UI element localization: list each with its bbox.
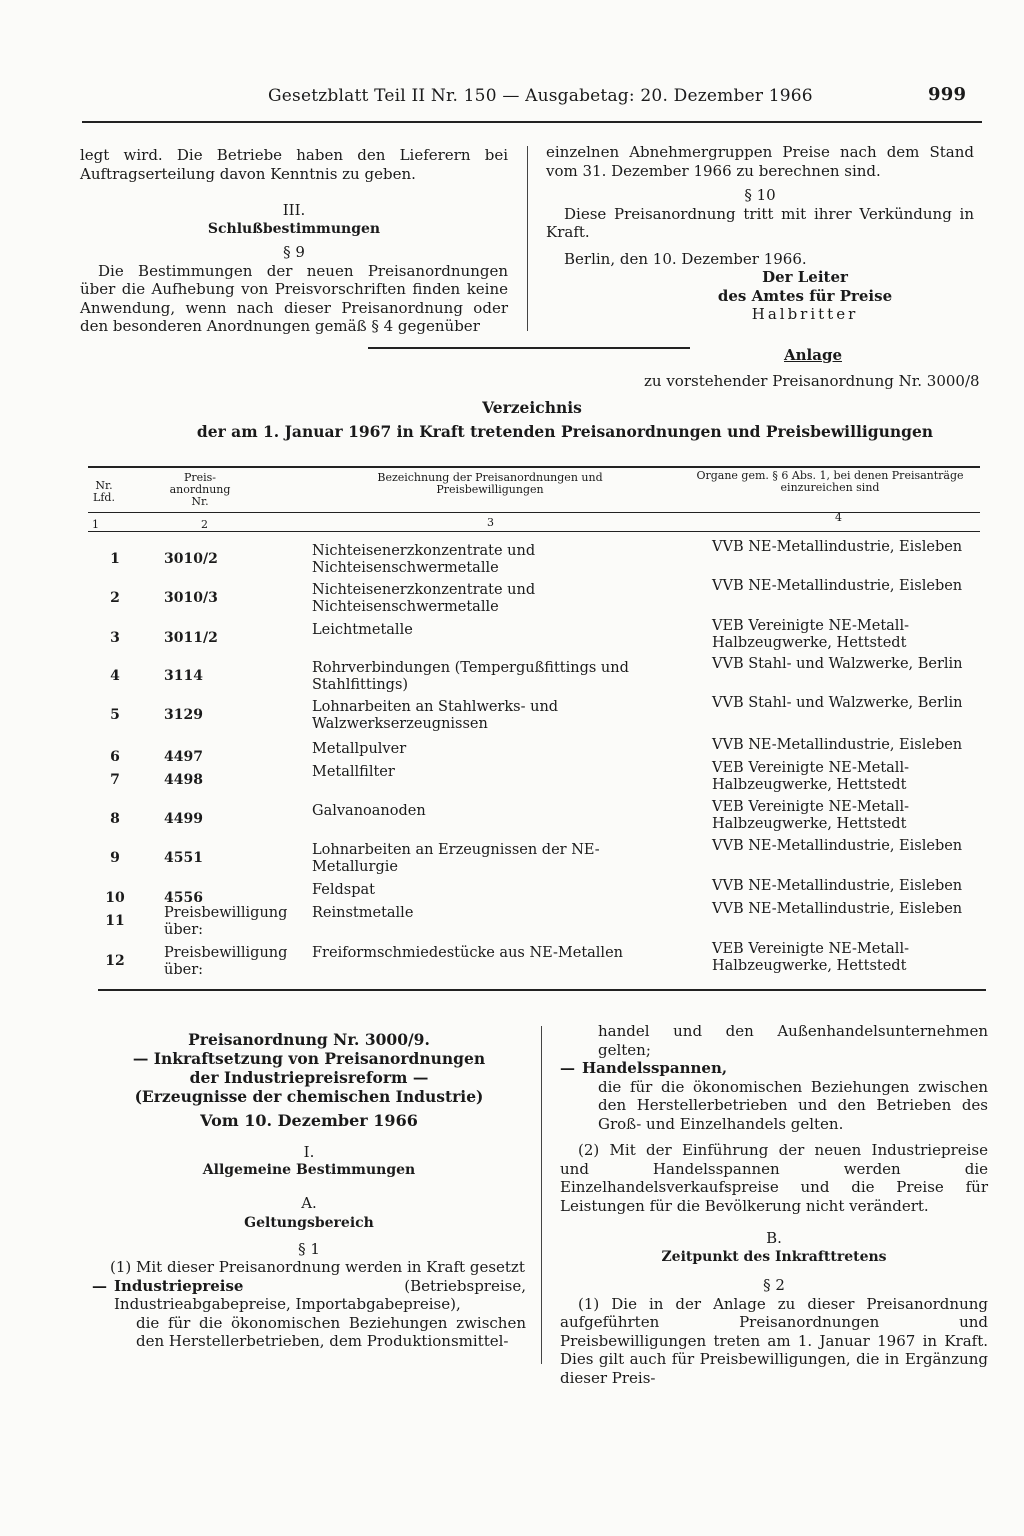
- column-divider: [541, 1026, 542, 1364]
- row-description: Leichtmetalle: [312, 622, 413, 638]
- column-header-bezeichnung: Bezeichnung der Preisanordnungen und Preisbewilligungen: [377, 471, 603, 496]
- row-number: 2: [110, 590, 120, 606]
- row-organ: VVB NE-Metallindustrie, Eisleben: [712, 838, 963, 854]
- paragraph-label: § 2: [763, 1276, 785, 1294]
- continuation-text: legt wird. Die Betriebe haben den Lieferern bei Auftragserteilung davon Kenntnis zu geben.: [80, 146, 508, 183]
- row-preisanordnung: 4497: [164, 749, 203, 765]
- table-subheader-rule: [88, 531, 980, 532]
- section-title: Schlußbestimmungen: [207, 220, 381, 237]
- table-bottom-rule: [98, 989, 986, 991]
- ordinance-title: [92, 1030, 526, 1106]
- list-item: — Industriepreise (Betriebspreise, Industrieabgabepreise, Importabgabepreise),: [92, 1276, 526, 1313]
- paragraph-label: § 1: [298, 1239, 320, 1258]
- row-description: Galvanoanoden: [312, 803, 426, 819]
- subsection-letter: A.: [301, 1193, 317, 1212]
- row-preisanordnung: Preisbewilligung über:: [164, 905, 288, 938]
- annex-subtitle: der am 1. Januar 1967 in Kraft tretenden Preisanordnungen und Preisbewilligungen: [196, 422, 934, 441]
- paragraph-text: Die Bestimmungen der neuen Preisanordnungen über die Aufhebung von Preisvorschriften finden keine Anwendung, wenn nach dieser Preisanordnung oder den besonderen Anordnungen gemäß § 4 gegenüber: [80, 261, 508, 335]
- row-description: Reinstmetalle: [312, 905, 414, 921]
- bottom-left-column: [92, 1030, 526, 1351]
- paragraph-text: (1) Mit dieser Preisanordnung werden in Kraft gesetzt: [110, 1258, 525, 1276]
- column-header-nr: Nr. Lfd.: [93, 479, 115, 504]
- row-organ: VEB Vereinigte NE-Metall-Halbzeugwerke, Hettstedt: [712, 799, 909, 832]
- row-number: 9: [110, 850, 120, 866]
- row-number: 11: [105, 913, 125, 929]
- paragraph-label: § 10: [744, 186, 776, 204]
- signer-office: des Amtes für Preise: [717, 286, 893, 305]
- row-preisanordnung: 3010/2: [164, 551, 218, 567]
- list-term-detail: (Betriebspreise, Industrieabgabepreise, Importabgabepreise),: [114, 1276, 526, 1313]
- subsection-title: Zeitpunkt des Inkrafttretens: [661, 1248, 887, 1265]
- continuation-text: handel und den Außenhandelsunternehmen gelten;: [598, 1022, 988, 1059]
- column-header-preisanordnung: Preis-anordnung Nr.: [169, 471, 231, 508]
- list-item-continuation: die für die ökonomischen Beziehungen zwischen den Herstellerbetrieben und den Betrieben des Groß- und Einzelhandels gelten.: [598, 1077, 988, 1133]
- row-organ: VVB NE-Metallindustrie, Eisleben: [712, 539, 963, 555]
- row-description: Freiformschmiedestücke aus NE-Metallen: [312, 945, 623, 961]
- column-number: 3: [487, 516, 494, 529]
- ordinance-title-line: Preisanordnung Nr. 3000/9.: [188, 1030, 430, 1049]
- row-number: 4: [110, 668, 120, 684]
- paragraph-text: (2) Mit der Einführung der neuen Industriepreise und Handelsspannen werden die Einzelhandelsverkaufspreise und die Preise für Leistungen für die Bevölkerung nicht verändert.: [560, 1141, 988, 1215]
- section-rule: [368, 347, 690, 349]
- row-organ: VEB Vereinigte NE-Metall-Halbzeugwerke, Hettstedt: [712, 760, 909, 793]
- ordinance-title-line: der Industriepreisreform —: [189, 1068, 429, 1087]
- section-number: I.: [303, 1142, 315, 1161]
- annex-title: Verzeichnis: [482, 398, 582, 417]
- annex-reference: zu vorstehender Preisanordnung Nr. 3000/8: [644, 372, 980, 390]
- row-organ: VVB Stahl- und Walzwerke, Berlin: [712, 656, 963, 672]
- list-term: Handelsspannen,: [582, 1059, 728, 1077]
- column-number: 1: [92, 518, 99, 531]
- row-description: Metallfilter: [312, 764, 395, 780]
- row-organ: VEB Vereinigte NE-Metall-Halbzeugwerke, Hettstedt: [712, 618, 909, 651]
- signer-title: Der Leiter: [762, 268, 848, 286]
- row-preisanordnung: 3011/2: [164, 630, 218, 646]
- row-number: 7: [110, 772, 120, 788]
- list-item-continuation: die für die ökonomischen Beziehungen zwischen den Herstellerbetrieben, dem Produktionsmittel-: [136, 1313, 526, 1350]
- row-description: Lohnarbeiten an Stahlwerks- und Walzwerkserzeugnissen: [312, 699, 559, 732]
- list-item: — Handelsspannen,: [560, 1059, 728, 1077]
- column-number: 2: [201, 518, 208, 531]
- row-preisanordnung: 4498: [164, 772, 203, 788]
- row-description: Nichteisenerzkonzentrate und Nichteisenschwermetalle: [312, 543, 536, 576]
- row-organ: VEB Vereinigte NE-Metall-Halbzeugwerke, Hettstedt: [712, 941, 909, 974]
- top-right-column: [546, 143, 974, 324]
- row-number: 10: [105, 890, 125, 906]
- row-description: Feldspat: [312, 882, 375, 898]
- list-term: Industriepreise: [114, 1276, 244, 1295]
- column-divider: [527, 146, 528, 331]
- row-preisanordnung: 3010/3: [164, 590, 218, 606]
- place-date: Berlin, den 10. Dezember 1966.: [564, 249, 807, 268]
- ordinance-date: Vom 10. Dezember 1966: [200, 1111, 418, 1130]
- row-number: 5: [110, 707, 120, 723]
- annex-label: Anlage: [784, 346, 842, 364]
- column-number: 4: [835, 511, 842, 524]
- row-organ: VVB NE-Metallindustrie, Eisleben: [712, 578, 963, 594]
- row-description: Metallpulver: [312, 741, 407, 757]
- subsection-letter: B.: [766, 1229, 782, 1247]
- row-description: Nichteisenerzkonzentrate und Nichteisenschwermetalle: [312, 582, 536, 615]
- row-preisanordnung: 3114: [164, 668, 203, 684]
- table-top-rule: [88, 466, 980, 468]
- row-organ: VVB NE-Metallindustrie, Eisleben: [712, 901, 963, 917]
- row-number: 8: [110, 811, 120, 827]
- top-left-column: [80, 146, 508, 336]
- row-preisanordnung: 4556: [164, 890, 203, 906]
- row-number: 3: [110, 630, 120, 646]
- bottom-right-column: [560, 1022, 988, 1387]
- column-header-organe: Organe gem. § 6 Abs. 1, bei denen Preisanträge einzureichen sind: [696, 469, 964, 494]
- section-number: III.: [282, 201, 306, 219]
- header-rule: [82, 121, 982, 123]
- row-number: 12: [105, 953, 125, 969]
- paragraph-text: Diese Preisanordnung tritt mit ihrer Verkündung in Kraft.: [546, 204, 974, 241]
- row-preisanordnung: Preisbewilligung über:: [164, 945, 288, 978]
- row-preisanordnung: 3129: [164, 707, 203, 723]
- row-organ: VVB Stahl- und Walzwerke, Berlin: [712, 695, 963, 711]
- section-title: Allgemeine Bestimmungen: [202, 1162, 416, 1178]
- running-title: Gesetzblatt Teil II Nr. 150 — Ausgabetag: 20. Dezember 1966: [268, 86, 813, 106]
- ordinance-title-line: — Inkraftsetzung von Preisanordnungen: [132, 1049, 486, 1068]
- row-organ: VVB NE-Metallindustrie, Eisleben: [712, 737, 963, 753]
- paragraph-text: (1) Die in der Anlage zu dieser Preisanordnung aufgeführten Preisanordnungen und Preisbewilligungen treten am 1. Januar 1967 in Kraft. Dies gilt auch für Preisbewilligungen, die in Ergänzung dieser Preis-: [560, 1294, 988, 1387]
- page-number: 999: [928, 84, 967, 105]
- continuation-text: einzelnen Abnehmergruppen Preise nach dem Stand vom 31. Dezember 1966 zu berechnen sind.: [546, 143, 974, 180]
- row-number: 1: [110, 551, 120, 567]
- row-description: Rohrverbindungen (Tempergußfittings und Stahlfittings): [312, 660, 629, 693]
- table-header-rule: [88, 512, 980, 513]
- row-number: 6: [110, 749, 120, 765]
- paragraph-label: § 9: [283, 243, 305, 261]
- signer-name: Halbritter: [751, 305, 859, 323]
- row-description: Lohnarbeiten an Erzeugnissen der NE-Metallurgie: [312, 842, 600, 875]
- row-preisanordnung: 4551: [164, 850, 203, 866]
- ordinance-title-line: (Erzeugnisse der chemischen Industrie): [134, 1087, 484, 1106]
- row-organ: VVB NE-Metallindustrie, Eisleben: [712, 878, 963, 894]
- subsection-title: Geltungsbereich: [244, 1215, 374, 1231]
- row-preisanordnung: 4499: [164, 811, 203, 827]
